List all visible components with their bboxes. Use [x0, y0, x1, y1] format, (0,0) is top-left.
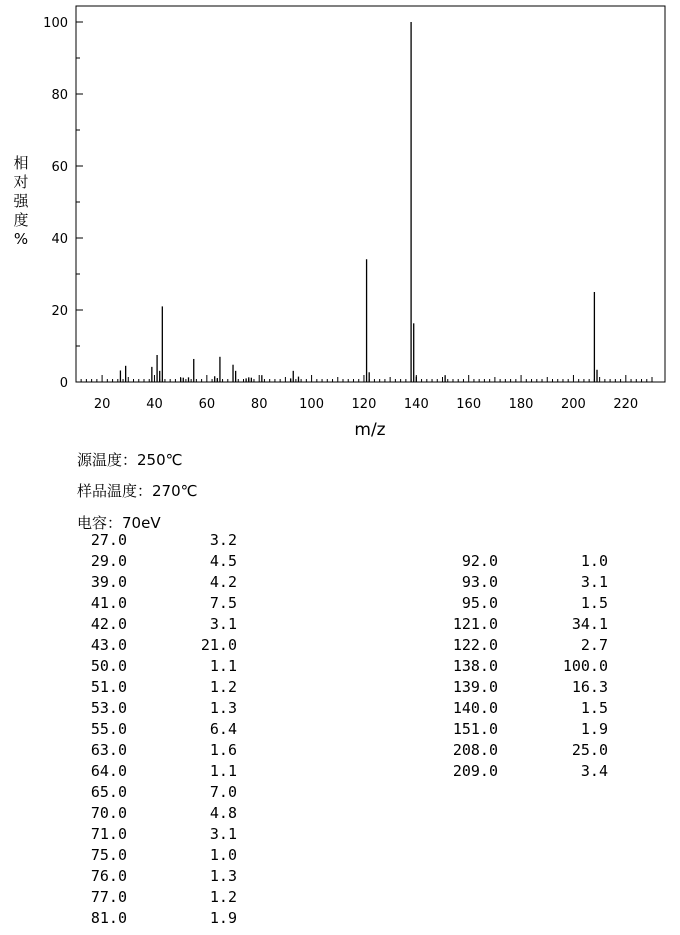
peak-row [77, 593, 237, 614]
peak-row [443, 677, 608, 698]
peak-mz: 92.0 [461, 552, 498, 570]
peak-row [77, 845, 237, 866]
peak-row [443, 614, 608, 635]
peak-mz: 151.0 [452, 720, 498, 738]
x-tick-label: 80 [250, 397, 268, 412]
peak-mz: 209.0 [452, 762, 498, 780]
peak-row [77, 614, 237, 635]
peak-abundance: 21.0 [200, 636, 237, 654]
peak-abundance: 1.1 [209, 762, 237, 780]
peak-table-left [77, 530, 237, 929]
peak-abundance: 34.1 [571, 615, 608, 633]
y-label-char: % [13, 230, 29, 248]
peak-abundance: 7.0 [209, 783, 237, 801]
sample-temperature: 样品温度：270℃ [77, 482, 198, 500]
peak-mz: 81.0 [90, 909, 127, 927]
y-tick-label: 0 [59, 376, 68, 391]
peak-row [443, 656, 608, 677]
peak-abundance: 1.9 [209, 909, 237, 927]
x-tick-label: 120 [351, 397, 377, 412]
x-tick-label: 60 [198, 397, 216, 412]
peak-row [443, 740, 608, 761]
peak-row [77, 719, 237, 740]
peak-abundance: 6.4 [209, 720, 237, 738]
peak-row [77, 551, 237, 572]
peak-mz: 53.0 [90, 699, 127, 717]
peak-mz: 77.0 [90, 888, 127, 906]
peak-mz: 75.0 [90, 846, 127, 864]
y-tick-label: 40 [51, 232, 68, 247]
peak-row [77, 572, 237, 593]
y-axis-label [13, 154, 29, 248]
peak-row [443, 572, 608, 593]
peak-abundance: 3.1 [209, 615, 237, 633]
x-tick-label: 200 [561, 397, 586, 412]
peak-mz: 76.0 [90, 867, 127, 885]
peak-abundance: 3.2 [209, 531, 237, 549]
peak-row [77, 782, 237, 803]
peak-mz: 70.0 [90, 804, 127, 822]
peak-mz: 140.0 [452, 699, 498, 717]
peak-mz: 208.0 [452, 741, 498, 759]
peak-abundance: 2.7 [580, 636, 608, 654]
peak-abundance: 4.5 [209, 552, 237, 570]
y-tick-label: 60 [51, 160, 68, 175]
peak-abundance: 1.3 [209, 699, 237, 717]
peak-abundance: 25.0 [571, 741, 608, 759]
peak-mz: 71.0 [90, 825, 127, 843]
peak-abundance: 4.8 [209, 804, 237, 822]
peak-mz: 51.0 [90, 678, 127, 696]
peak-mz: 27.0 [90, 531, 127, 549]
peak-row [77, 656, 237, 677]
peak-mz: 50.0 [90, 657, 127, 675]
peak-mz: 139.0 [452, 678, 498, 696]
peak-row [77, 761, 237, 782]
peak-abundance: 7.5 [209, 594, 237, 612]
peak-row [443, 698, 608, 719]
y-label-char: 度 [13, 211, 29, 229]
x-tick-label: 40 [146, 397, 163, 412]
peak-row [77, 908, 237, 929]
y-label-char: 对 [13, 173, 29, 191]
peak-mz: 55.0 [90, 720, 127, 738]
peak-row [443, 761, 608, 782]
peak-abundance: 1.9 [580, 720, 608, 738]
peak-mz: 64.0 [90, 762, 127, 780]
peak-row [77, 887, 237, 908]
x-axis-label: m/z [354, 420, 386, 440]
peak-mz: 42.0 [90, 615, 127, 633]
peak-abundance: 1.0 [580, 552, 608, 570]
peak-mz: 29.0 [90, 552, 127, 570]
peak-abundance: 1.0 [209, 846, 237, 864]
peak-mz: 39.0 [90, 573, 127, 591]
peak-abundance: 3.1 [209, 825, 237, 843]
peak-mz: 121.0 [452, 615, 498, 633]
peak-row [77, 635, 237, 656]
x-tick-label: 20 [93, 397, 111, 412]
peak-mz: 65.0 [90, 783, 127, 801]
peak-mz: 138.0 [452, 657, 498, 675]
peak-row [77, 740, 237, 761]
y-label-char: 强 [13, 192, 29, 210]
peak-row [443, 551, 608, 572]
peak-row [77, 866, 237, 887]
source-temperature: 源温度：250℃ [77, 451, 183, 469]
peak-mz: 122.0 [452, 636, 498, 654]
spectrum-bars [120, 22, 597, 382]
peak-abundance: 1.2 [209, 888, 237, 906]
peak-abundance: 1.5 [580, 699, 608, 717]
x-tick-label: 160 [456, 397, 482, 412]
x-tick-label: 100 [299, 397, 324, 412]
peak-row [77, 824, 237, 845]
peak-mz: 63.0 [90, 741, 127, 759]
peak-abundance: 3.4 [580, 762, 608, 780]
y-axis-ticks [43, 16, 83, 391]
peak-row [77, 677, 237, 698]
x-tick-label: 180 [508, 397, 534, 412]
x-tick-label: 140 [403, 397, 429, 412]
peak-abundance: 1.1 [209, 657, 237, 675]
peak-table-right [443, 551, 608, 782]
peak-mz: 93.0 [461, 573, 498, 591]
peak-row [443, 593, 608, 614]
y-tick-label: 80 [51, 88, 68, 103]
peak-abundance: 3.1 [580, 573, 608, 591]
peak-row [77, 530, 237, 551]
mass-spectrum-chart [0, 0, 680, 440]
peak-abundance: 100.0 [562, 657, 608, 675]
y-tick-label: 100 [43, 16, 68, 31]
ionization-energy: 电容：70eV [77, 514, 161, 532]
peak-abundance: 16.3 [571, 678, 608, 696]
peak-row [443, 635, 608, 656]
peak-mz: 43.0 [90, 636, 127, 654]
peak-abundance: 4.2 [209, 573, 237, 591]
plot-frame [76, 6, 665, 382]
y-tick-label: 20 [51, 304, 68, 319]
peak-abundance: 1.3 [209, 867, 237, 885]
peak-abundance: 1.6 [209, 741, 237, 759]
peak-mz: 95.0 [461, 594, 498, 612]
peak-row [77, 698, 237, 719]
peak-row [443, 719, 608, 740]
peak-abundance: 1.2 [209, 678, 237, 696]
y-label-char: 相 [13, 154, 29, 172]
peak-row [77, 803, 237, 824]
peak-mz: 41.0 [90, 594, 127, 612]
x-tick-label: 220 [613, 397, 639, 412]
peak-abundance: 1.5 [580, 594, 608, 612]
